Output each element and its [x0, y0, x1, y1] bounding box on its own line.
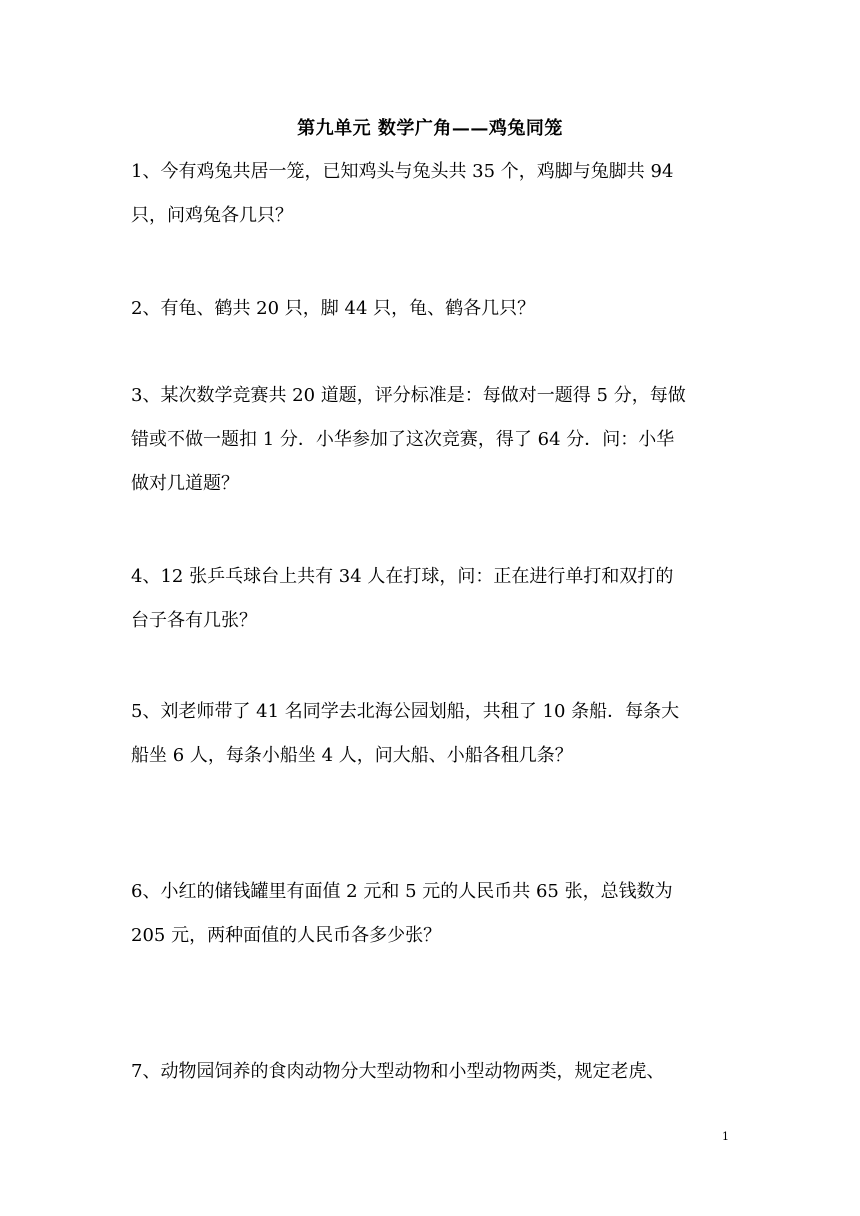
question-3-line-2: 错或不做一题扣 1 分．小华参加了这次竞赛，得了 64 分．问：小华 [131, 429, 675, 450]
document-title: 第九单元 数学广角——鸡兔同笼 [297, 118, 563, 139]
question-6 [131, 870, 731, 958]
question-5-line-2: 船坐 6 人，每条小船坐 4 人，问大船、小船各租几条？ [131, 745, 573, 766]
question-2 [131, 287, 731, 331]
question-6-line-1: 6、小红的储钱罐里有面值 2 元和 5 元的人民币共 65 张，总钱数为 [131, 881, 673, 902]
question-2-line-1: 2、有龟、鹤共 20 只，脚 44 只，龟、鹤各几只？ [131, 298, 536, 319]
question-4 [131, 555, 731, 643]
question-1 [131, 150, 731, 238]
page-number: 1 [722, 1130, 729, 1143]
question-3 [131, 374, 731, 506]
question-7-line-1: 7、动物园饲养的食肉动物分大型动物和小型动物两类，规定老虎、 [131, 1061, 665, 1082]
question-3-line-1: 3、某次数学竞赛共 20 道题，评分标准是：每做对一题得 5 分，每做 [131, 385, 686, 406]
question-1-line-2: 只，问鸡兔各几只？ [131, 205, 293, 226]
question-5 [131, 690, 731, 778]
question-3-line-3: 做对几道题？ [131, 473, 239, 494]
question-6-line-2: 205 元，两种面值的人民币各多少张？ [131, 925, 442, 946]
question-7 [131, 1050, 731, 1094]
question-1-line-1: 1、今有鸡兔共居一笼，已知鸡头与兔头共 35 个，鸡脚与兔脚共 94 [131, 161, 674, 182]
question-5-line-1: 5、刘老师带了 41 名同学去北海公园划船，共租了 10 条船．每条大 [131, 701, 680, 722]
question-4-line-1: 4、12 张乒乓球台上共有 34 人在打球，问：正在进行单打和双打的 [131, 566, 674, 587]
question-4-line-2: 台子各有几张？ [131, 610, 257, 631]
